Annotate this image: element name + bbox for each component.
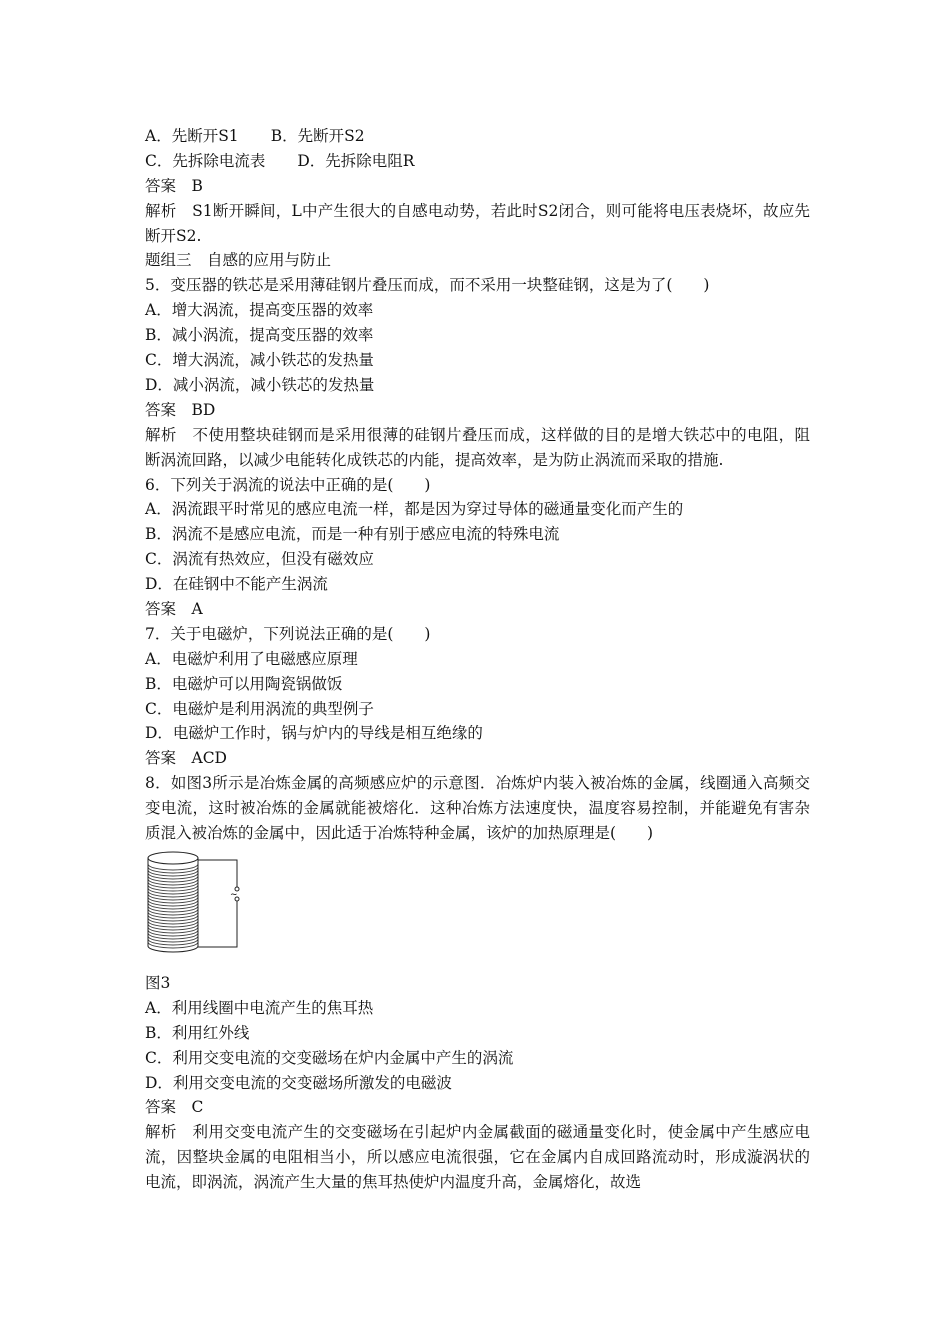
coil-winding [148, 864, 198, 870]
q5-answer: 答案 BD [145, 400, 216, 419]
figure-3-furnace [145, 846, 810, 971]
q4-option-a: A．先断开S1 [145, 127, 239, 145]
q5-option-c: C．增大涡流，减小铁芯的发热量 [145, 351, 374, 370]
q6-option-d: D．在硅钢中不能产生涡流 [145, 575, 328, 594]
q8-answer: 答案 C [145, 1098, 204, 1117]
q8-option-c: C．利用交变电流的交变磁场在炉内金属中产生的涡流 [145, 1048, 514, 1067]
q4-options-cd [145, 149, 810, 174]
crucible-top [148, 852, 198, 864]
q7-option-b: B．电磁炉可以用陶瓷锅做饭 [145, 674, 343, 693]
q7-stem: 7．关于电磁炉，下列说法正确的是( ) [145, 624, 431, 643]
q5-stem: 5．变压器的铁芯是采用薄硅钢片叠压而成，而不采用一块整硅钢，这是为了( ) [145, 276, 710, 295]
q4-option-d: D．先拆除电阻R [297, 151, 415, 170]
q5-analysis: 解析 不使用整块硅钢而是采用很薄的硅钢片叠压而成，这样做的目的是增大铁芯中的电阻，阻断涡流回路，以减少电能转化成铁芯的内能，提高效率，是为防止涡流而采取的措施. [145, 425, 810, 469]
q6-option-a: A．涡流跟平时常见的感应电流一样，都是因为穿过导体的磁通量变化而产生的 [145, 500, 684, 519]
q7-option-a: A．电磁炉利用了电磁感应原理 [145, 649, 358, 668]
upper-lead-wire [198, 860, 237, 887]
q5-option-a: A．增大涡流，提高变压器的效率 [145, 301, 374, 320]
q7-option-d: D．电磁炉工作时，锅与炉内的导线是相互绝缘的 [145, 724, 483, 743]
q7-option-c: C．电磁炉是利用涡流的典型例子 [145, 699, 374, 718]
q8-option-d: D．利用交变电流的交变磁场所激发的电磁波 [145, 1073, 452, 1092]
q4-answer: 答案 B [145, 176, 203, 195]
q4-option-c: C．先拆除电流表 [145, 151, 266, 170]
document-body [145, 124, 810, 1195]
q5-option-b: B．减小涡流，提高变压器的效率 [145, 326, 374, 345]
q6-option-b: B．涡流不是感应电流，而是一种有别于感应电流的特殊电流 [145, 525, 560, 544]
coil-windings [148, 864, 198, 948]
q8-stem: 8．如图3所示是冶炼金属的高频感应炉的示意图．冶炼炉内装入被冶炼的金属，线圈通入高频交变电流，这时被冶炼的金属就能被熔化．这种冶炼方法速度快，温度容易控制，并能避免有害杂质混入被冶炼的金属中，因此适于冶炼特种金属，该炉的加热原理是( ) [145, 774, 810, 843]
q8-option-a: A．利用线圈中电流产生的焦耳热 [145, 998, 374, 1017]
q5-option-d: D．减小涡流，减小铁芯的发热量 [145, 375, 375, 394]
figure-caption: 图3 [145, 973, 171, 992]
q4-options-ab [145, 124, 810, 149]
q6-answer: 答案 A [145, 599, 203, 618]
q4-analysis: 解析 S1断开瞬间，L中产生很大的自感电动势，若此时S2闭合，则可能将电压表烧坏，故应先断开S2. [145, 201, 810, 245]
induction-furnace-diagram [145, 850, 245, 955]
q8-option-b: B．利用红外线 [145, 1023, 250, 1042]
q7-answer: 答案 ACD [145, 749, 227, 768]
q6-option-c: C．涡流有热效应，但没有磁效应 [145, 550, 374, 569]
crucible-outline [148, 858, 198, 952]
group-heading: 题组三 自感的应用与防止 [145, 251, 332, 270]
lower-lead-wire [198, 901, 237, 947]
q8-analysis: 解析 利用交变电流产生的交变磁场在引起炉内金属截面的磁通量变化时，使金属中产生感应电流，因整块金属的电阻相当小，所以感应电流很强，它在金属内自成回路流动时，形成漩涡状的电流，即涡流，涡流产生大量的焦耳热使炉内温度升高，金属熔化，故选 [145, 1123, 810, 1192]
q4-option-b: B．先断开S2 [270, 127, 365, 145]
ac-source-symbol: ~ [230, 889, 238, 900]
q6-stem: 6．下列关于涡流的说法中正确的是( ) [145, 475, 431, 494]
